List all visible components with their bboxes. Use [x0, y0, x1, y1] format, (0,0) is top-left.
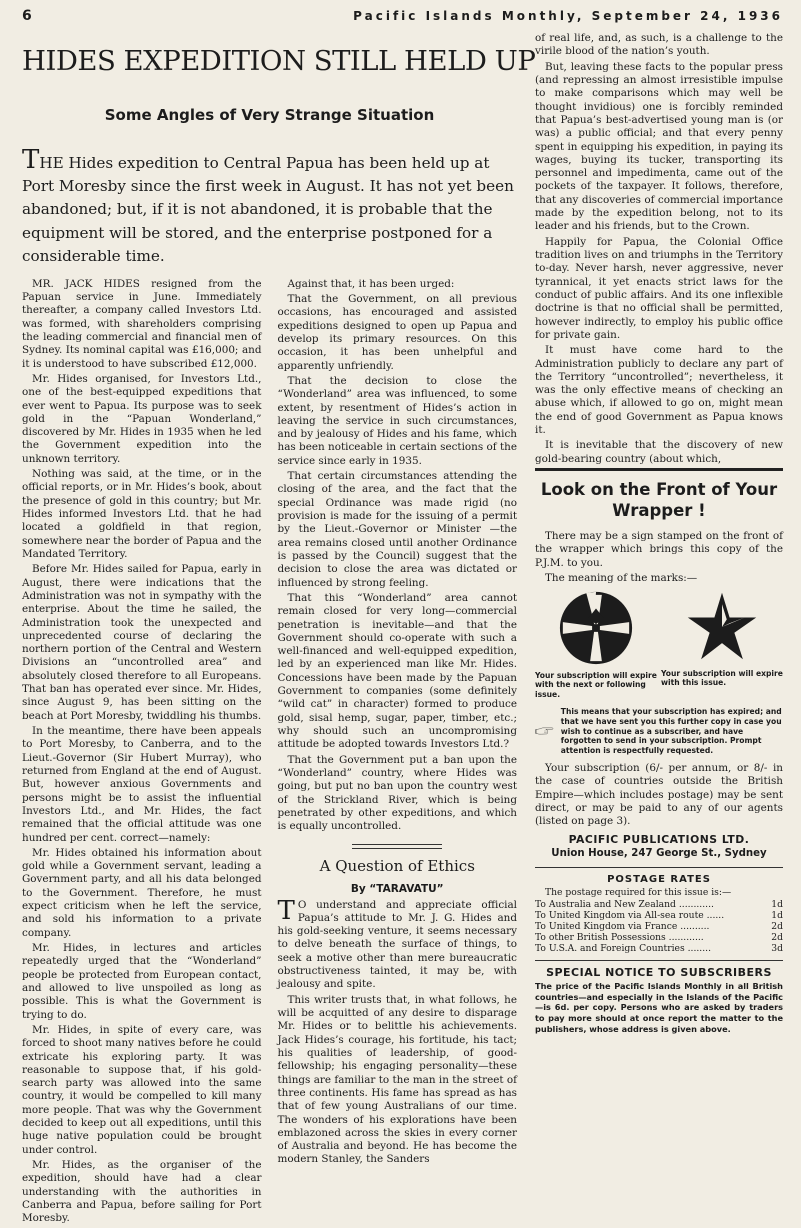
paragraph: That the decision to close the “Wonderland” area was influenced, to some extent, by resentment of Hides’s action in leaving the service in such circumstances, and by jealousy of Hides and his fame, which has been noticeable in certain sections of the service since early in 1935. [277, 374, 517, 467]
paragraph: It is inevitable that the discovery of new gold-bearing country (about which, [535, 439, 783, 465]
wrapper-title: Look on the Front of Your Wrapper ! [535, 468, 783, 522]
wrapper-text: There may be a sign stamped on the front of the wrapper which brings this copy of the P.J.M. to you. [535, 529, 783, 569]
postage-row [535, 910, 783, 921]
cross-mark [535, 589, 657, 699]
mark1-caption: Your subscription will expire with the next or following issue. [535, 671, 657, 699]
paragraph: That this “Wonderland” area cannot remain closed for very long—commercial penetration is inevitable—and that the Government should co-operate with such a well-financed and well-equipped expedition, led by an experienced man like Mr. Hides. Concessions have been made by the Papuan Government to companies (some definitely “wild cat” in character) formed to produce gold, sisal hemp, sugar, paper, timber, etc.; why should such an uncompromising attitude be adopted towards Investors Ltd.? [277, 591, 517, 751]
paragraph: But, leaving these facts to the popular press (and repressing an almost irresistible impulse to make comparisons which may well be thought invidious) one is forcibly reminded that Papua’s best-advertised young man is (or was) a public official; and that every penny spent in equipping his expedition, in paying its wages, buying its tucker, transporting its personnel and impedimenta, came out of the pockets of the taxpayer. It follows, therefore, that any discoveries of commercial importance made by the expedition belong, not to its leader and his friends, but to the Crown. [535, 60, 783, 233]
ethics-dropcap: T [277, 895, 295, 926]
paragraph: Mr. Hides, in lectures and articles repeatedly urged that the “Wonderland” people be protected from European contact, and allowed to live unspoiled as long as possible. This is what the Government is trying to do. [22, 942, 262, 1021]
postage-title: POSTAGE RATES [607, 873, 711, 885]
paragraph: It must have come hard to the Administration publicly to declare any part of the Territory “uncontrolled”; nevertheless, it was the only effective means of checking an abuse which, if allowed to go on, might mean the end of good Government as Papua knows it. [535, 344, 783, 437]
postage-row [535, 943, 783, 954]
paragraph: Nothing was said, at the time, or in the official reports, or in Mr. Hides’s book, about the presence of gold in this country; but Mr. Hides informed Investors Ltd. that he had located a goldfield in that region, somewhere near the border of Papua and the Mandated Territory. [22, 468, 262, 560]
ethics-text: O understand and appreciate official Papua’s attitude to Mr. J. G. Hides and his gold-seeking venture, it seems necessary to delve beneath the surface of things, to seek a motive other than mere bureaucratic obstructiveness tainted, it may be, with jealousy and spite. [277, 898, 517, 991]
star-icon [684, 589, 760, 665]
article-column-1 [22, 278, 262, 1228]
pointing-hand-icon [535, 707, 555, 755]
paragraph: That the Government put a ban upon the “Wonderland” country, where Hides was going, but put no ban upon the country west of the Strickland River, which is being penetrated by other expeditions, and which is equally uncontrolled. [277, 753, 517, 833]
main-article [22, 32, 536, 1228]
star-mark [661, 589, 783, 688]
postage-row [535, 899, 783, 910]
special-notice [535, 960, 783, 1034]
paragraph: Mr. Hides organised, for Investors Ltd., one of the best-equipped expeditions that ever went to Papua. Its purpose was to seek gold in the “Papuan Wonderland,” discovered by Mr. Hides in 1935 when he led the Government expedition into the unknown territory. [22, 372, 262, 465]
special-notice-text: The price of the Pacific Islands Monthly in all British countries—and especially in the Islands of the Pacific—is 6d. per copy. Persons who are asked by traders to pay more should at once report the matter to the publishers, whose address is given above. [535, 980, 783, 1034]
intro-text: HE Hides expedition to Central Papua has been held up at Port Moresby since the first week in August. It has not yet been abandoned; but, if it is not abandoned, it is probable that the equipment will be stored, and the enterprise postponed for a considerable time. [22, 154, 514, 265]
paragraph: That certain circumstances attending the closing of the area, and the fact that the special Ordinance was made rigid (no provision is made for the issuing of a permit by the Lieut.-Governor or Minister —the area remains closed until another Ordinance is passed by the Council) suggest that the decision to close the area was dictated or influenced by strong feeling. [277, 470, 517, 589]
ethics-title: A Question of Ethics [319, 856, 475, 875]
postage-rates [535, 867, 783, 954]
postage-rate: 1d [771, 898, 783, 910]
headline: HIDES EXPEDITION STILL HELD UP [22, 45, 536, 77]
postage-destination: To United Kingdom via France .......... [535, 920, 710, 932]
publisher-address: Union House, 247 George St., Sydney [551, 847, 767, 859]
ethics-paragraph: This writer trusts that, in what follows, he will be acquitted of any desire to disparage Mr. Hides or to belittle his achievements. Jack Hides’s courage, his fortitude, his tact; his qualities of leadership, of good-fellowship; his engaging personality—these things are familiar to the man in the street of three continents. His fame has spread as has that of few young Australians of our time. The wonders of his explorations have been emblazoned across the skies in every corner of Australia and beyond. He has become the modern Stanley, the Sanders [277, 993, 517, 1166]
subscription-text: Your subscription (6/- per annum, or 8/- in the case of countries outside the British Empire—which includes postage) may be sent direct, or may be paid to any of our agents (listed on page 3). [535, 762, 783, 828]
postage-rate: 2d [771, 931, 783, 943]
running-title: Pacific Islands Monthly, September 24, 1936 [353, 9, 783, 23]
paragraph: Mr. Hides obtained his information about gold while a Government servant, leading a Government party, and all his data belonged to the Government. Therefore, he must expect criticism when he left the service, and sold his information to a private company. [22, 846, 262, 939]
special-notice-title: SPECIAL NOTICE TO SUBSCRIBERS [546, 965, 772, 979]
postage-row [535, 932, 783, 943]
postage-rate: 3d [771, 942, 783, 954]
subheadline: Some Angles of Very Strange Situation [104, 106, 435, 125]
ethics-paragraph [277, 895, 518, 992]
intro-paragraph [22, 145, 517, 267]
wrapper-marks [535, 589, 783, 699]
postage-destination: To United Kingdom via All-sea route ...... [535, 909, 725, 921]
intro-dropcap: T [22, 145, 40, 176]
postage-rate: 2d [771, 920, 783, 932]
running-header [22, 8, 783, 28]
right-column [535, 32, 783, 1228]
paragraph: Happily for Papua, the Colonial Office tradition lives on and triumphs in the Territory to-day. Never harsh, never aggressive, never tyrannical, it yet enacts strict laws for the conduct of public affairs. And its one inflexible doctrine is that no official shall be permitted, however indirectly, to employ his public office for private gain. [535, 235, 783, 341]
paragraph: Before Mr. Hides sailed for Papua, early in August, there were indications that the Administration was not in sympathy with the enterprise. About the time he sailed, the Administration took the unexpected and unprecedented course of declaring the northern portion of the Central and Western Divisions an “uncontrolled area” and absolutely closed therefore to all Europeans. That ban has operated ever since. Mr. Hides, since August 9, has been sitting on the beach at Port Moresby, twiddling his thumbs. [22, 563, 262, 722]
postage-note: The postage required for this issue is:— [545, 886, 732, 898]
mark2-caption: Your subscription will expire with this issue. [661, 669, 783, 688]
ethics-byline: By “TARAVATU” [350, 882, 444, 895]
postage-row [535, 921, 783, 932]
paragraph: Against that, it has been urged: [287, 277, 455, 290]
postage-destination: To Australia and New Zealand ............ [535, 898, 714, 910]
paragraph: In the meantime, there have been appeals to Port Moresby, to Canberra, and to the Lieut.-Governor (Sir Hubert Murray), who returned from England at the end of August. But, however anxious Governments and persons might be to assist the influential Investors Ltd., and Mr. Hides, the fact remained that the official attitude was one hundred per cent. correct—namely: [22, 725, 262, 844]
wrapper-text: The meaning of the marks:— [545, 571, 698, 584]
paragraph: of real life, and, as such, is a challenge to the virile blood of the nation’s youth. [535, 32, 783, 58]
hand-note: This means that your subscription has expired; and that we have sent you this further copy in case you wish to continue as a subscriber, and have forgotten to send in your subscription. Prompt attention is respectfully requested. [560, 706, 782, 756]
postage-rate: 1d [771, 909, 783, 921]
paragraph: Mr. Hides, as the organiser of the expedition, should have had a clear understanding with the authorities in Canberra and Papua, before sailing for Port Moresby. [22, 1159, 262, 1225]
paragraph: That the Government, on all previous occasions, has encouraged and assisted expeditions designed to open up Papua and develop its primary resources. On this occasion, it has been unhelpful and apparently unfriendly. [277, 293, 517, 372]
publisher-name: PACIFIC PUBLICATIONS LTD. [568, 832, 750, 846]
paragraph: MR. JACK HIDES resigned from the Papuan service in June. Immediately thereafter, a company called Investors Ltd. was formed, with shareholders comprising the leading commercial and financial men of Sydney. Its nominal capital was £16,000; and it is understood to have subscribed £12,000. [22, 277, 262, 370]
article-column-2 [278, 278, 518, 1228]
pointing-hand-notice [535, 707, 783, 756]
paragraph: Mr. Hides, in spite of every care, was forced to shoot many natives before he could extricate his exploring party. It was reasonable to suppose that, if his gold-search party was allowed into the same country, it would be compelled to kill many more people. That was why the Government decided to keep out all expeditions, until this huge native population could be brought under control. [22, 1023, 262, 1156]
page-number: 6 [22, 8, 32, 24]
maltese-cross-icon [557, 589, 635, 667]
postage-destination: To U.S.A. and Foreign Countries ........ [535, 942, 711, 954]
section-divider [352, 844, 442, 849]
postage-destination: To other British Possessions ............ [535, 931, 704, 943]
